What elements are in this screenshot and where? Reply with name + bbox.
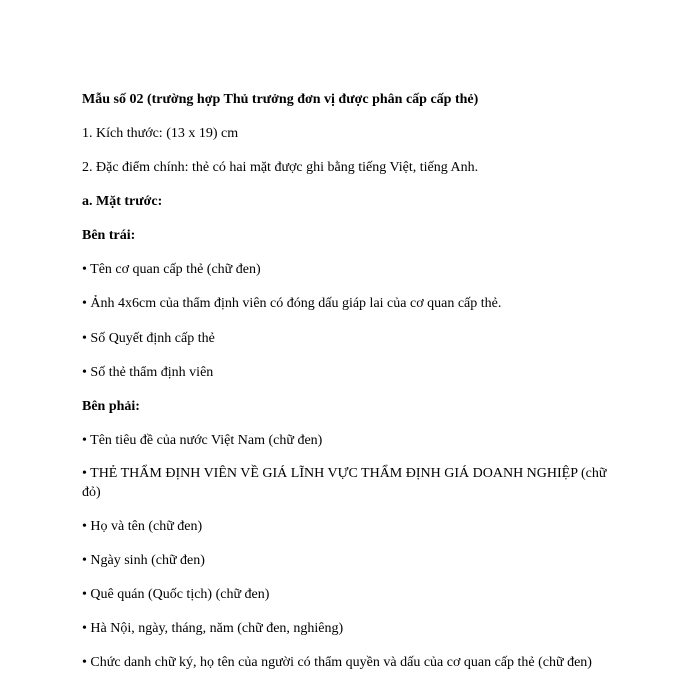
left-item-card-number: • Số thẻ thẩm định viên: [82, 365, 214, 380]
right-item-full-name: • Họ và tên (chữ đen): [82, 519, 203, 534]
left-item-decision-number: • Số Quyết định cấp thẻ: [82, 331, 215, 346]
right-item-signature: • Chức danh chữ ký, họ tên của người có thẩm quyền và dấu của cơ quan cấp thẻ (chữ đen): [82, 655, 592, 670]
left-side-heading: Bên trái:: [82, 228, 136, 243]
features-line: 2. Đặc điểm chính: thẻ có hai mặt được ghi bằng tiếng Việt, tiếng Anh.: [82, 160, 479, 175]
right-item-hometown: • Quê quán (Quốc tịch) (chữ đen): [82, 587, 270, 602]
left-item-photo: • Ảnh 4x6cm của thẩm định viên có đóng dấu giáp lai của cơ quan cấp thẻ.: [82, 296, 502, 311]
right-item-card-title: • THẺ THẨM ĐỊNH VIÊN VỀ GIÁ LĨNH VỰC THẨM ĐỊNH GIÁ DOANH NGHIỆP (chữ đỏ): [82, 466, 607, 500]
right-item-birth-date: • Ngày sinh (chữ đen): [82, 553, 205, 568]
left-item-issuer: • Tên cơ quan cấp thẻ (chữ đen): [82, 262, 261, 277]
right-item-national-title: • Tên tiêu đề của nước Việt Nam (chữ đen): [82, 433, 323, 448]
size-line: 1. Kích thước: (13 x 19) cm: [82, 126, 239, 141]
front-side-heading: a. Mặt trước:: [82, 194, 163, 209]
form-heading: Mẫu số 02 (trường hợp Thủ trưởng đơn vị được phân cấp cấp thẻ): [82, 92, 479, 107]
right-item-place-date: • Hà Nội, ngày, tháng, năm (chữ đen, nghiêng): [82, 621, 344, 636]
right-side-heading: Bên phải:: [82, 399, 140, 414]
